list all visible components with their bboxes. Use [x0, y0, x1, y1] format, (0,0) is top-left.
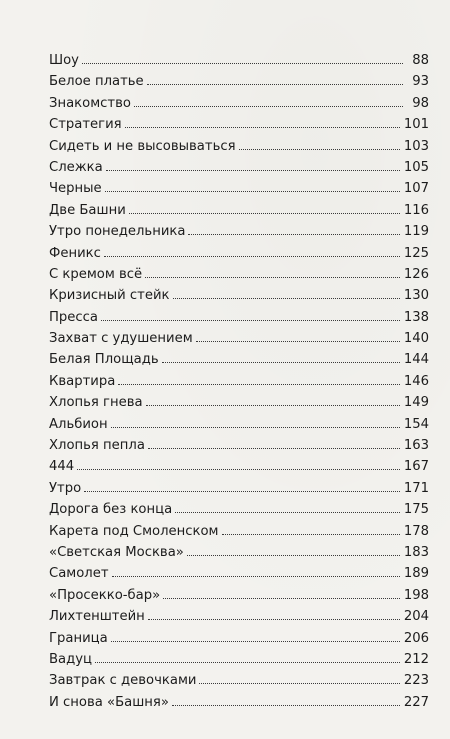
toc-dot-leader	[77, 469, 400, 470]
toc-entry-title: Утро	[49, 480, 82, 496]
toc-entry-page-number: 105	[403, 159, 429, 175]
toc-entry-page-number: 126	[403, 266, 429, 282]
toc-entry-page-number: 144	[403, 352, 429, 368]
toc-dot-leader	[118, 384, 400, 385]
toc-entry-title: Хлопья пепла	[49, 438, 145, 454]
toc-dot-leader	[112, 576, 400, 577]
toc-entry-title: Граница	[49, 630, 108, 646]
toc-dot-leader	[101, 320, 400, 321]
toc-dot-leader	[82, 63, 403, 64]
toc-entry-page-number: 140	[403, 331, 429, 347]
toc-entry-page-number: 189	[403, 566, 429, 582]
toc-entry-title: И снова «Башня»	[49, 694, 169, 710]
toc-entry-title: Дорога без конца	[49, 502, 173, 518]
toc-dot-leader	[163, 598, 400, 599]
toc-entry	[49, 285, 429, 306]
toc-entry-page-number: 167	[403, 459, 429, 475]
toc-entry-page-number: 212	[403, 651, 429, 667]
toc-entry-page-number: 125	[403, 245, 429, 261]
toc-dot-leader	[148, 619, 400, 620]
toc-entry-page-number: 119	[403, 224, 429, 240]
toc-dot-leader	[187, 555, 400, 556]
toc-entry	[49, 349, 429, 370]
toc-entry	[49, 542, 429, 563]
toc-entry	[49, 371, 429, 392]
toc-entry-title: 444	[49, 459, 75, 475]
toc-dot-leader	[147, 84, 403, 85]
toc-entry-title: Феникс	[49, 245, 101, 261]
toc-entry	[49, 307, 429, 328]
toc-dot-leader	[239, 149, 400, 150]
toc-entry-title: Шоу	[49, 53, 79, 68]
toc-entry-title: Альбион	[49, 416, 108, 432]
toc-entry-title: Две Башни	[49, 202, 126, 218]
toc-entry	[49, 221, 429, 242]
toc-entry-title: «Светская Москва»	[49, 544, 184, 560]
toc-entry-title: Белое платье	[49, 74, 144, 90]
toc-entry-title: Хлопья гнева	[49, 395, 143, 411]
toc-entry	[49, 521, 429, 542]
toc-entry-title: Захват с удушением	[49, 331, 193, 347]
toc-entry-title: Пресса	[49, 309, 98, 325]
toc-entry-page-number: 206	[403, 630, 429, 646]
toc-entry-title: Самолет	[49, 566, 109, 582]
toc-entry-title: Лихтенштейн	[49, 609, 145, 625]
toc-entry-page-number: 116	[403, 202, 429, 218]
toc-entry-page-number: 204	[403, 609, 429, 625]
toc-entry-page-number: 175	[403, 502, 429, 518]
toc-entry-title: Квартира	[49, 373, 116, 389]
toc-dot-leader	[106, 170, 400, 171]
toc-entry-title: Черные	[49, 181, 102, 197]
toc-entry	[49, 435, 429, 456]
toc-dot-leader	[105, 191, 400, 192]
toc-entry-title: Сидеть и не высовываться	[49, 138, 236, 154]
toc-entry	[49, 243, 429, 264]
toc-entry-page-number: 146	[403, 373, 429, 389]
toc-dot-leader	[199, 683, 399, 684]
toc-entry	[49, 50, 429, 71]
toc-dot-leader	[146, 405, 400, 406]
toc-entry-page-number: 130	[403, 288, 429, 304]
toc-dot-leader	[188, 234, 399, 235]
toc-entry-page-number: 101	[403, 117, 429, 133]
toc-dot-leader	[196, 341, 400, 342]
toc-dot-leader	[173, 298, 400, 299]
toc-entry-page-number: 227	[403, 694, 429, 710]
toc-dot-leader	[84, 491, 400, 492]
toc-entry-page-number: 154	[403, 416, 429, 432]
toc-dot-leader	[129, 213, 400, 214]
toc-dot-leader	[172, 705, 400, 706]
toc-dot-leader	[111, 427, 400, 428]
toc-dot-leader	[125, 127, 400, 128]
toc-entry	[49, 670, 429, 691]
toc-entry	[49, 585, 429, 606]
toc-entry-page-number: 178	[403, 523, 429, 539]
toc-dot-leader	[162, 362, 400, 363]
table-of-contents	[49, 50, 429, 713]
toc-entry	[49, 328, 429, 349]
toc-entry-page-number: 98	[412, 95, 429, 111]
toc-entry-title: Карета под Смоленском	[49, 523, 219, 539]
toc-entry-page-number: 103	[403, 138, 429, 154]
toc-entry	[49, 200, 429, 221]
toc-entry-title: Завтрак с девочками	[49, 673, 197, 689]
toc-entry-title: Слежка	[49, 159, 103, 175]
toc-entry	[49, 606, 429, 627]
toc-dot-leader	[134, 106, 403, 107]
toc-entry	[49, 649, 429, 670]
toc-entry-title: Утро понедельника	[49, 224, 186, 240]
toc-entry-title: Вадуц	[49, 651, 93, 667]
toc-entry-page-number: 138	[403, 309, 429, 325]
toc-entry-title: Кризисный стейк	[49, 288, 170, 304]
toc-dot-leader	[104, 256, 400, 257]
toc-entry-page-number: 183	[403, 544, 429, 560]
toc-entry	[49, 563, 429, 584]
toc-entry	[49, 692, 429, 713]
toc-dot-leader	[111, 641, 400, 642]
toc-dot-leader	[175, 512, 400, 513]
toc-entry	[49, 414, 429, 435]
toc-entry	[49, 478, 429, 499]
toc-entry	[49, 628, 429, 649]
toc-entry-title: «Просекко-бар»	[49, 587, 161, 603]
toc-entry-title: Белая Площадь	[49, 352, 159, 368]
toc-entry-page-number: 223	[403, 673, 429, 689]
toc-entry-page-number: 93	[412, 74, 429, 90]
toc-dot-leader	[95, 662, 400, 663]
toc-dot-leader	[145, 277, 400, 278]
toc-entry-page-number: 171	[403, 480, 429, 496]
toc-entry	[49, 136, 429, 157]
toc-entry	[49, 456, 429, 477]
toc-entry-page-number: 198	[403, 587, 429, 603]
toc-dot-leader	[222, 534, 400, 535]
toc-entry	[49, 178, 429, 199]
toc-entry	[49, 264, 429, 285]
toc-entry	[49, 392, 429, 413]
toc-entry-page-number: 149	[403, 395, 429, 411]
toc-entry-title: Знакомство	[49, 95, 131, 111]
toc-entry-page-number: 107	[403, 181, 429, 197]
toc-entry	[49, 114, 429, 135]
toc-entry	[49, 499, 429, 520]
toc-entry	[49, 71, 429, 92]
toc-entry	[49, 157, 429, 178]
toc-entry-title: Стратегия	[49, 117, 122, 133]
toc-entry-page-number: 163	[403, 438, 429, 454]
toc-entry-page-number: 88	[412, 53, 429, 68]
toc-dot-leader	[148, 448, 400, 449]
toc-entry-title: С кремом всё	[49, 266, 143, 282]
toc-entry	[49, 93, 429, 114]
